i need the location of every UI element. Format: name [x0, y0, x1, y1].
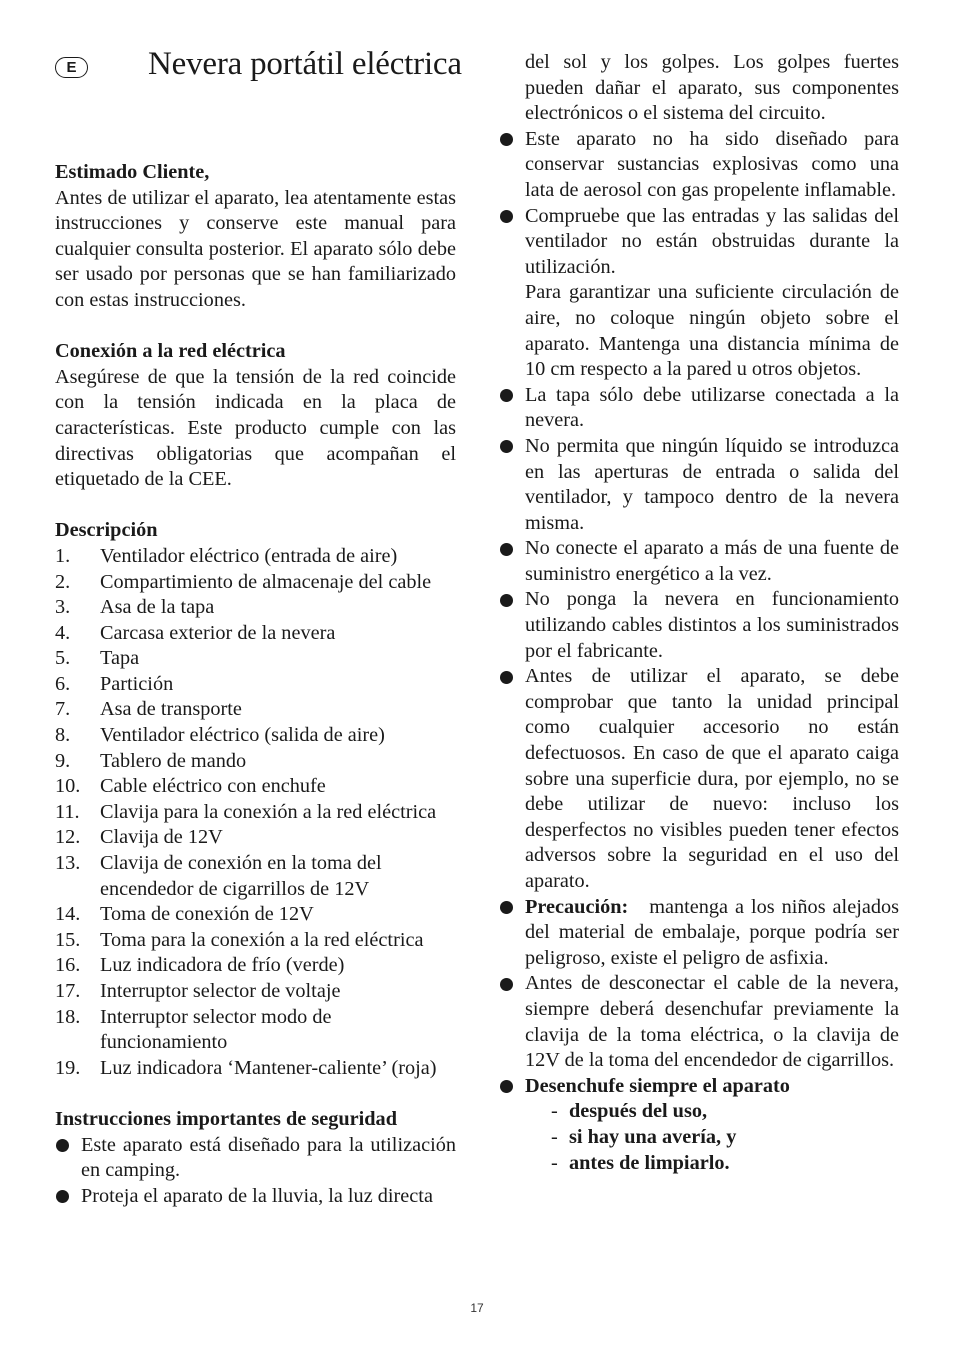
list-item: 2. Compartimiento de almacenaje del cable [55, 570, 432, 593]
list-item: 14. Toma de conexión de 12V [55, 903, 314, 926]
description-heading: Descripción [55, 519, 158, 542]
list-item: La tapa sólo debe utilizarse conectada a la nevera. [499, 383, 899, 434]
list-item: 9. Tablero de mando [55, 749, 247, 772]
list-item: - antes de limpiarlo. [551, 1151, 730, 1174]
bullet-icon [56, 1139, 69, 1152]
list-item: 6. Partición [55, 672, 174, 695]
list-item: 3. Asa de la tapa [55, 596, 215, 619]
list-item: - si hay una avería, y [551, 1125, 737, 1148]
list-item: 10. Cable eléctrico con enchufe [55, 775, 326, 798]
list-item: 7. Asa de transporte [55, 698, 242, 721]
list-item: - después del uso, [551, 1100, 708, 1123]
list-item: 5. Tapa [55, 647, 140, 670]
safety-continuation: del sol y los golpes. Los golpes fuertes pueden dañar el aparato, sus componentes electrónicos o el sistema del circuito. [525, 51, 899, 125]
safety-list-right [499, 127, 899, 1176]
list-item: Compruebe que las entradas y las salidas del ventilador no están obstruidas durante la utilización. Para garantizar una suficiente circulación de aire, no coloque ningún objeto sobre el aparato. Mantenga una distancia mínima de 10 cm respecto a la pared u otros objetos. [499, 204, 899, 383]
bullet-icon [500, 1080, 513, 1093]
bullet-icon [500, 594, 513, 607]
list-item: 8. Ventilador eléctrico (salida de aire) [55, 724, 385, 747]
bullet-icon [500, 901, 513, 914]
list-item: 16. Luz indicadora de frío (verde) [55, 954, 345, 977]
bullet-icon [56, 1190, 69, 1203]
list-item: Este aparato no ha sido diseñado para conservar sustancias explosivas como una lata de aerosol con gas propelente inflamable. [499, 127, 899, 204]
connection-heading: Conexión a la red eléctrica [55, 340, 286, 363]
list-item: 12. Clavija de 12V [55, 826, 223, 849]
unplug-list [525, 1099, 899, 1176]
list-item: 1. Ventilador eléctrico (entrada de aire) [55, 544, 398, 567]
language-badge [55, 57, 88, 78]
list-item: 11. Clavija para la conexión a la red eléctrica [55, 800, 437, 823]
list-item: 13. Clavija de conexión en la toma del encendedor de cigarrillos de 12V [55, 852, 382, 900]
list-item: 18. Interruptor selector modo de funcionamiento [55, 1005, 332, 1054]
page-number: 17 [470, 1301, 484, 1315]
list-item: Este aparato está diseñado para la utilización en camping. [55, 1133, 456, 1184]
left-column [55, 160, 456, 1209]
safety-list-left [55, 1133, 456, 1210]
caution-text: mantenga a los niños alejados del material de embalaje, porque podría ser peligroso, existe el peligro de asfixia. [525, 895, 900, 969]
bullet-icon [500, 543, 513, 556]
caution-label: Precaución: [525, 895, 629, 918]
bullet-icon [500, 978, 513, 991]
bullet-icon [500, 440, 513, 453]
language-code: E [66, 59, 77, 76]
connection-paragraph: Asegúrese de que la tensión de la red coincide con la tensión indicada en la placa de características. Este producto cumple con las directivas obligatorias que acompañan el etiquetado de la CEE. [55, 365, 456, 491]
list-item [499, 895, 899, 972]
list-item: 19. Luz indicadora ‘Mantener-caliente’ (roja) [55, 1056, 437, 1079]
list-item: Antes de utilizar el aparato, se debe comprobar que tanto la unidad principal como cualquier accesorio no están defectuosos. En caso de que el aparato caiga sobre una superficie dura, por ejemplo, no se debe utilizar de nuevo: incluso los desperfectos no visibles pueden tener efectos adversos sobre la seguridad en el uso del aparato. [499, 664, 899, 894]
page-title: Nevera portátil eléctrica [148, 46, 462, 82]
parts-list [55, 544, 456, 1081]
bullet-icon [500, 671, 513, 684]
list-item: No ponga la nevera en funcionamiento utilizando cables distintos a los suministrados por el fabricante. [499, 587, 899, 664]
list-item: Proteja el aparato de la lluvia, la luz directa [55, 1184, 456, 1210]
bullet-icon [500, 133, 513, 146]
right-column [499, 50, 899, 1176]
list-item: Antes de desconectar el cable de la nevera, siempre deberá desenchufar previamente la clavija de la toma eléctrica, o la clavija de 12V de la toma del encendedor de cigarrillos. [499, 971, 899, 1073]
list-item: 4. Carcasa exterior de la nevera [55, 621, 336, 644]
list-item: 15. Toma para la conexión a la red eléctrica [55, 928, 424, 951]
intro-paragraph: Antes de utilizar el aparato, lea atentamente estas instrucciones y conserve este manual para cualquier consulta posterior. El aparato sólo debe ser usado por personas que se han familiarizado con estas instrucciones. [55, 186, 456, 311]
salutation: Estimado Cliente, [55, 161, 210, 183]
bullet-icon [500, 210, 513, 223]
unplug-heading: Desenchufe siempre el aparato [525, 1074, 790, 1097]
bullet-icon [500, 389, 513, 402]
list-item [499, 1074, 899, 1176]
list-item: No permita que ningún líquido se introduzca en las aperturas de entrada o salida del ventilador, y tampoco dentro de la nevera misma. [499, 434, 899, 536]
ventilation-note: Para garantizar una suficiente circulación de aire, no coloque ningún objeto sobre el aparato. Mantenga una distancia mínima de 10 cm respecto a la pared u otros objetos. [525, 281, 899, 381]
safety-heading: Instrucciones importantes de seguridad [55, 1107, 397, 1130]
list-item: 17. Interruptor selector de voltaje [55, 980, 341, 1002]
list-item: No conecte el aparato a más de una fuente de suministro energético a la vez. [499, 536, 899, 587]
